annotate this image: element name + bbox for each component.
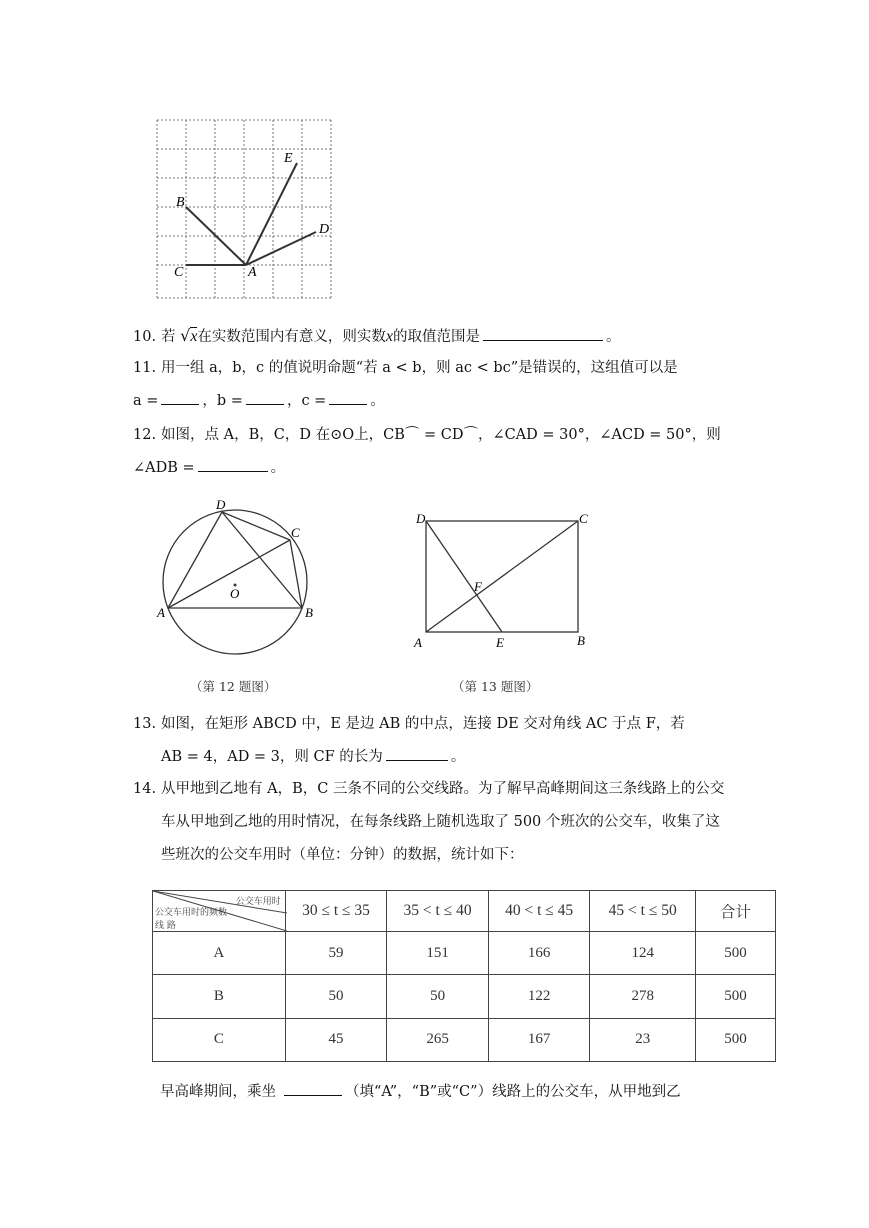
total-cell: 500 xyxy=(695,975,775,1018)
value-cell: 124 xyxy=(590,932,696,975)
label-F: F xyxy=(474,579,482,594)
table-corner-cell xyxy=(153,891,286,932)
label-A: A xyxy=(157,605,165,620)
route-cell: A xyxy=(153,932,286,975)
label-B: B xyxy=(577,633,585,648)
label-C: C xyxy=(174,265,184,280)
corner-bottom-label: 线 路 xyxy=(155,921,176,931)
caption-fig13: （第 13 题图） xyxy=(452,679,539,694)
question-14: 14. 从甲地到乙地有 A，B，C 三条不同的公交线路。为了解早高峰期间这三条线路上的公交 车从甲地到乙地的用时情况，在每条线路上随机选取了 500 个班次的公交车，收集了这 些班次的公交车用时（单位：分钟）的数据，统计如下： xyxy=(133,781,725,863)
label-D: D xyxy=(216,497,226,512)
label-A: A xyxy=(414,635,422,650)
answer-blank-11b[interactable] xyxy=(246,388,284,405)
value-cell: 59 xyxy=(285,932,386,975)
label-E: E xyxy=(284,151,293,166)
label-O: O xyxy=(230,586,240,601)
question-11: 11. 用一组 a，b，c 的值说明命题“若 a < b，则 ac < bc”是错误的，这组值可以是 a = ，b = ，c = 。 xyxy=(133,360,678,409)
answer-blank-11a[interactable] xyxy=(161,388,199,405)
table-header: 合计 xyxy=(695,891,775,932)
value-cell: 265 xyxy=(387,1018,489,1061)
table-header-row xyxy=(153,891,776,932)
label-C: C xyxy=(579,511,588,526)
answer-blank-12[interactable] xyxy=(198,455,268,472)
table-header: 40 < t ≤ 45 xyxy=(488,891,590,932)
label-E: E xyxy=(496,635,504,650)
question-14-answer-line: 早高峰期间，乘坐 （填“A”，“B”或“C”）线路上的公交车，从甲地到乙 xyxy=(160,1076,760,1109)
value-cell: 167 xyxy=(488,1018,590,1061)
table-header: 35 < t ≤ 40 xyxy=(387,891,489,932)
value-cell: 50 xyxy=(285,975,386,1018)
total-cell: 500 xyxy=(695,1018,775,1061)
value-cell: 151 xyxy=(387,932,489,975)
question-12: 12. 如图，点 A，B，C，D 在⊙O上，CB⌒ = CD⌒，∠CAD = 30°，∠ACD = 50°，则 ∠ADB = 。 xyxy=(133,427,721,476)
table-row xyxy=(153,932,776,975)
bus-time-table xyxy=(152,890,776,1062)
angle-grid-figure xyxy=(150,115,340,303)
answer-blank-10[interactable] xyxy=(483,324,603,341)
figure-12-circle xyxy=(150,495,350,665)
question-10: 10. 若 √x在实数范围内有意义，则实数x的取值范围是 。 xyxy=(133,326,621,345)
corner-mid-label: 公交车用时的频数 xyxy=(155,908,228,918)
table-row xyxy=(153,975,776,1018)
table-row xyxy=(153,1018,776,1061)
value-cell: 45 xyxy=(285,1018,386,1061)
label-D: D xyxy=(319,222,330,237)
value-cell: 122 xyxy=(488,975,590,1018)
total-cell: 500 xyxy=(695,932,775,975)
value-cell: 278 xyxy=(590,975,696,1018)
answer-blank-14[interactable] xyxy=(284,1079,342,1096)
label-D: D xyxy=(416,511,426,526)
label-A: A xyxy=(248,265,257,280)
corner-top-label: 公交车用时 xyxy=(235,897,281,907)
sqrt-symbol: √x xyxy=(180,326,198,345)
caption-fig12: （第 12 题图） xyxy=(190,679,277,694)
label-B: B xyxy=(176,195,185,210)
route-cell: B xyxy=(153,975,286,1018)
value-cell: 166 xyxy=(488,932,590,975)
answer-blank-13[interactable] xyxy=(386,744,448,761)
value-cell: 50 xyxy=(387,975,489,1018)
label-B: B xyxy=(305,605,313,620)
route-cell: C xyxy=(153,1018,286,1061)
figure-13-rectangle xyxy=(408,505,598,655)
label-C: C xyxy=(291,525,300,540)
table-header: 45 < t ≤ 50 xyxy=(590,891,696,932)
table-header: 30 ≤ t ≤ 35 xyxy=(285,891,386,932)
question-13: 13. 如图，在矩形 ABCD 中，E 是边 AB 的中点，连接 DE 交对角线 AC 于点 F，若 AB = 4，AD = 3，则 CF 的长为 。 xyxy=(133,716,685,765)
value-cell: 23 xyxy=(590,1018,696,1061)
answer-blank-11c[interactable] xyxy=(329,388,367,405)
